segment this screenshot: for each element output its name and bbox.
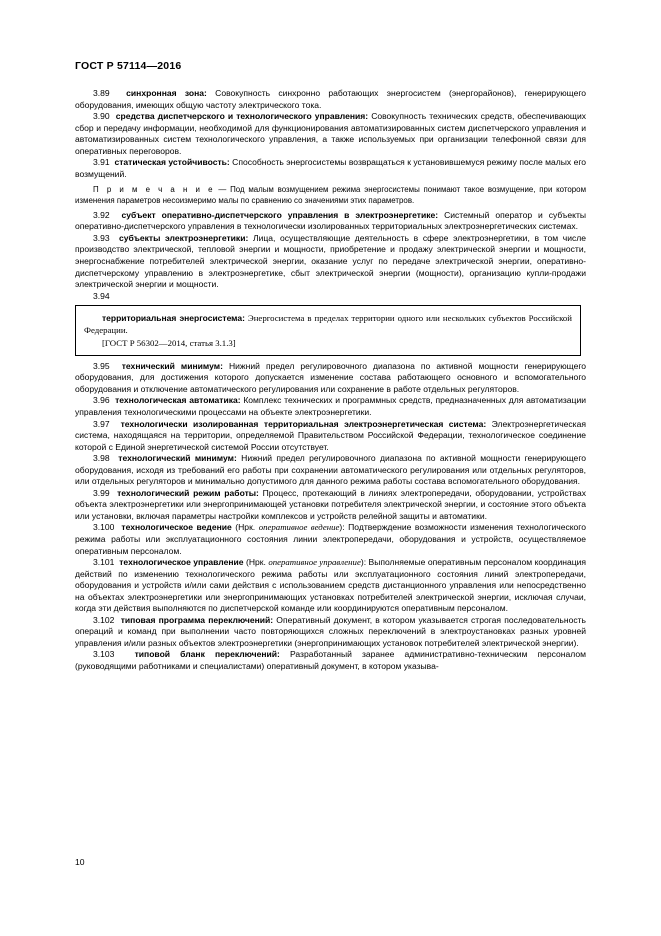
term-title: типовая программа переключений: [120, 614, 274, 625]
term-entry-3-102 [75, 615, 586, 650]
term-entry-3-95 [75, 361, 586, 396]
term-entry-3-92 [75, 210, 586, 233]
term-number: 3.96 [93, 395, 110, 406]
term-title: субъект оперативно-диспетчерского управления в электроэнергетике: [121, 209, 439, 220]
standard-header: ГОСТ Р 57114—2016 [75, 60, 182, 72]
term-title: технологическое управление [119, 557, 244, 568]
boxed-term-body: Энергосистема в пределах территории одного или нескольких субъектов Российской Федерации. [84, 313, 572, 336]
term-title: типовой бланк переключений: [134, 649, 280, 660]
term-entry-3-97 [75, 419, 586, 454]
term-entry-3-99 [75, 488, 586, 523]
term-entry-3-90 [75, 111, 586, 157]
page-content [75, 88, 586, 673]
term-number: 3.95 [93, 360, 110, 371]
term-number: 3.93 [93, 232, 110, 243]
term-number: 3.100 [93, 522, 115, 533]
term-number: 3.91 [93, 157, 110, 168]
term-number: 3.97 [93, 418, 110, 429]
boxed-term-title: территориальная энергосистема: [102, 313, 245, 324]
term-number: 3.102 [93, 614, 115, 625]
nrk-suffix: ): [339, 522, 349, 533]
term-number: 3.89 [93, 88, 110, 98]
term-title: средства диспетчерского и технологического управления: [115, 111, 369, 122]
term-number: 3.90 [93, 111, 110, 122]
term-number-3-94: 3.94 [93, 290, 110, 301]
term-entry-3-91 [75, 157, 586, 180]
term-body: Лица, осуществляющие деятельность в сфере электроэнергетики, в том числе производство электрической, тепловой энергии и мощности, приобретение и продажу электрической энергии и мощности, энергоснабжение потребителей электрической энергии, оказание услуг по передаче электрической энергии, оперативно-диспетчерскому управлению в электроэнергетике, сбыт электрической энергии (мощности), организацию купли-продажи электрической энергии и мощности. [75, 232, 587, 290]
term-body: Выполняемые оперативным персоналом координация действий по изменению технологического режима работы или эксплуатационного состояния линий электропередачи, оборудования и устройств и/или сами действия с использованием средств дистанционного управления или непосредственно на объектах электроэнергетики или энергопринимающих установках потребителей электрической энергии, исключая случаи, когда эти действия выполняются по диспетчерской команде или координируются оперативным персоналом. [75, 557, 586, 614]
term-title: технический минимум: [121, 360, 223, 371]
nrk-prefix: (Нрк. [231, 522, 259, 533]
term-number: 3.92 [93, 209, 110, 220]
note-label: П р и м е ч а н и е [93, 184, 215, 194]
boxed-definition [84, 312, 572, 336]
term-body: Электроэнергетическая система, находящаяся на территории, определяемой Правительством Российской Федерации, технологическое соединение которой с Единой энергетической системой России отсутствует. [75, 418, 586, 452]
term-entry-3-93 [75, 233, 586, 291]
term-title: синхронная зона: [126, 88, 207, 98]
nrk-deprecated-term: оперативное управление [268, 557, 361, 568]
nrk-deprecated-term: оперативное ведение [258, 522, 340, 533]
term-number: 3.98 [93, 453, 110, 464]
term-entry-3-103 [75, 649, 586, 672]
term-body: Процесс, протекающий в линиях электропередачи, оборудовании, устройствах объекта электроэнергетики или энергопринимающей установки потребителя электрической энергии, и состояние этого объекта или установки, включая параметры настройки комплексов и устройств релейной защиты и автоматики. [75, 487, 586, 521]
term-body: Системный оператор и субъекты оперативно-диспетчерского управления в технологически изолированных территориальных электроэнергетических системах. [75, 209, 587, 232]
term-title: субъекты электроэнергетики: [118, 232, 249, 243]
term-entry-3-98 [75, 453, 586, 488]
term-body: Оперативный документ, в котором указывается строгая последовательность операций и команд при выполнении часто повторяющихся сложных переключений в электроустановках разных уровней управления и/или разных объектов электроэнергетики (энергопринимающих установок потребителей электрической энергии). [75, 614, 586, 648]
term-entry-3-96 [75, 395, 586, 418]
term-body: Способность энергосистемы возвращаться к установившемуся режиму после малых его возмущений. [75, 157, 587, 179]
term-number: 3.103 [93, 649, 115, 660]
term-entry-3-101 [75, 557, 586, 615]
term-title: технологический режим работы: [117, 487, 259, 498]
nrk-prefix: (Нрк. [243, 557, 269, 568]
nrk-suffix: ): [360, 557, 369, 568]
term-title: технологически изолированная территориальная электроэнергетическая система: [120, 418, 487, 429]
term-title: технологический минимум: [118, 453, 237, 464]
term-title: технологическая автоматика: [115, 395, 241, 406]
term-body: Нижний предел регулировочного диапазона по активной мощности генерирующего оборудования, для достижения которого допускается изменение состава работающего основного и вспомогательного оборудования и отключение автоматического регулирования или сохранение в работе отдельных регуляторов. [75, 360, 587, 394]
term-body: Совокупность синхронно работающих энергосистем (энергорайонов), генерирующего оборудования, имеющих общую частоту электрического тока. [75, 88, 587, 110]
quoted-definition-box [75, 305, 581, 356]
term-body: Разработанный заранее административно-техническим персоналом (руководящими работниками и специалистами) оперативный документ, в котором указыва- [75, 649, 586, 671]
page-number: 10 [75, 857, 85, 867]
term-note-3-91 [75, 180, 586, 209]
term-title: технологическое ведение [121, 522, 232, 533]
note-text: — Под малым возмущением режима энергосистемы понимают такое возмущение, при котором изменения параметров несоизмеримо малы по сравнению со значениями этих параметров. [75, 184, 586, 206]
term-number: 3.99 [93, 487, 110, 498]
term-entry-3-100 [75, 522, 586, 557]
term-title: статическая устойчивость: [114, 157, 230, 168]
term-body: Подтверждение возможности изменения технологического режима работы или эксплуатационного состояния линии электропередачи, оборудования и устройств, осуществляемое оперативным персоналом. [75, 522, 586, 556]
term-body: Нижний предел регулировочного диапазона по активной мощности генерирующего оборудования, исходя из требований его работы при сохранении автоматического регулирования или отдельных регуляторов, или отдельных регуляторов и минимально допустимого для данного режима работы состава вспомогательного оборудования. [75, 453, 586, 487]
term-body: Совокупность технических средств, обеспечивающих сбор и передачу информации, необходимой для функционирования автоматизированных систем диспетчерского управления и автоматизированных систем технологического управления, а также используемых при организации телефонной связи для оперативных переговоров. [75, 111, 587, 156]
term-number: 3.101 [93, 557, 115, 568]
term-body: Комплекс технических и программных средств, предназначенных для автоматизации управления технологическими процессами на объекте электроэнергетики. [75, 395, 586, 417]
boxed-source-reference: [ГОСТ Р 56302—2014, статья 3.1.3] [102, 337, 236, 348]
term-entry-3-89 [75, 88, 586, 111]
